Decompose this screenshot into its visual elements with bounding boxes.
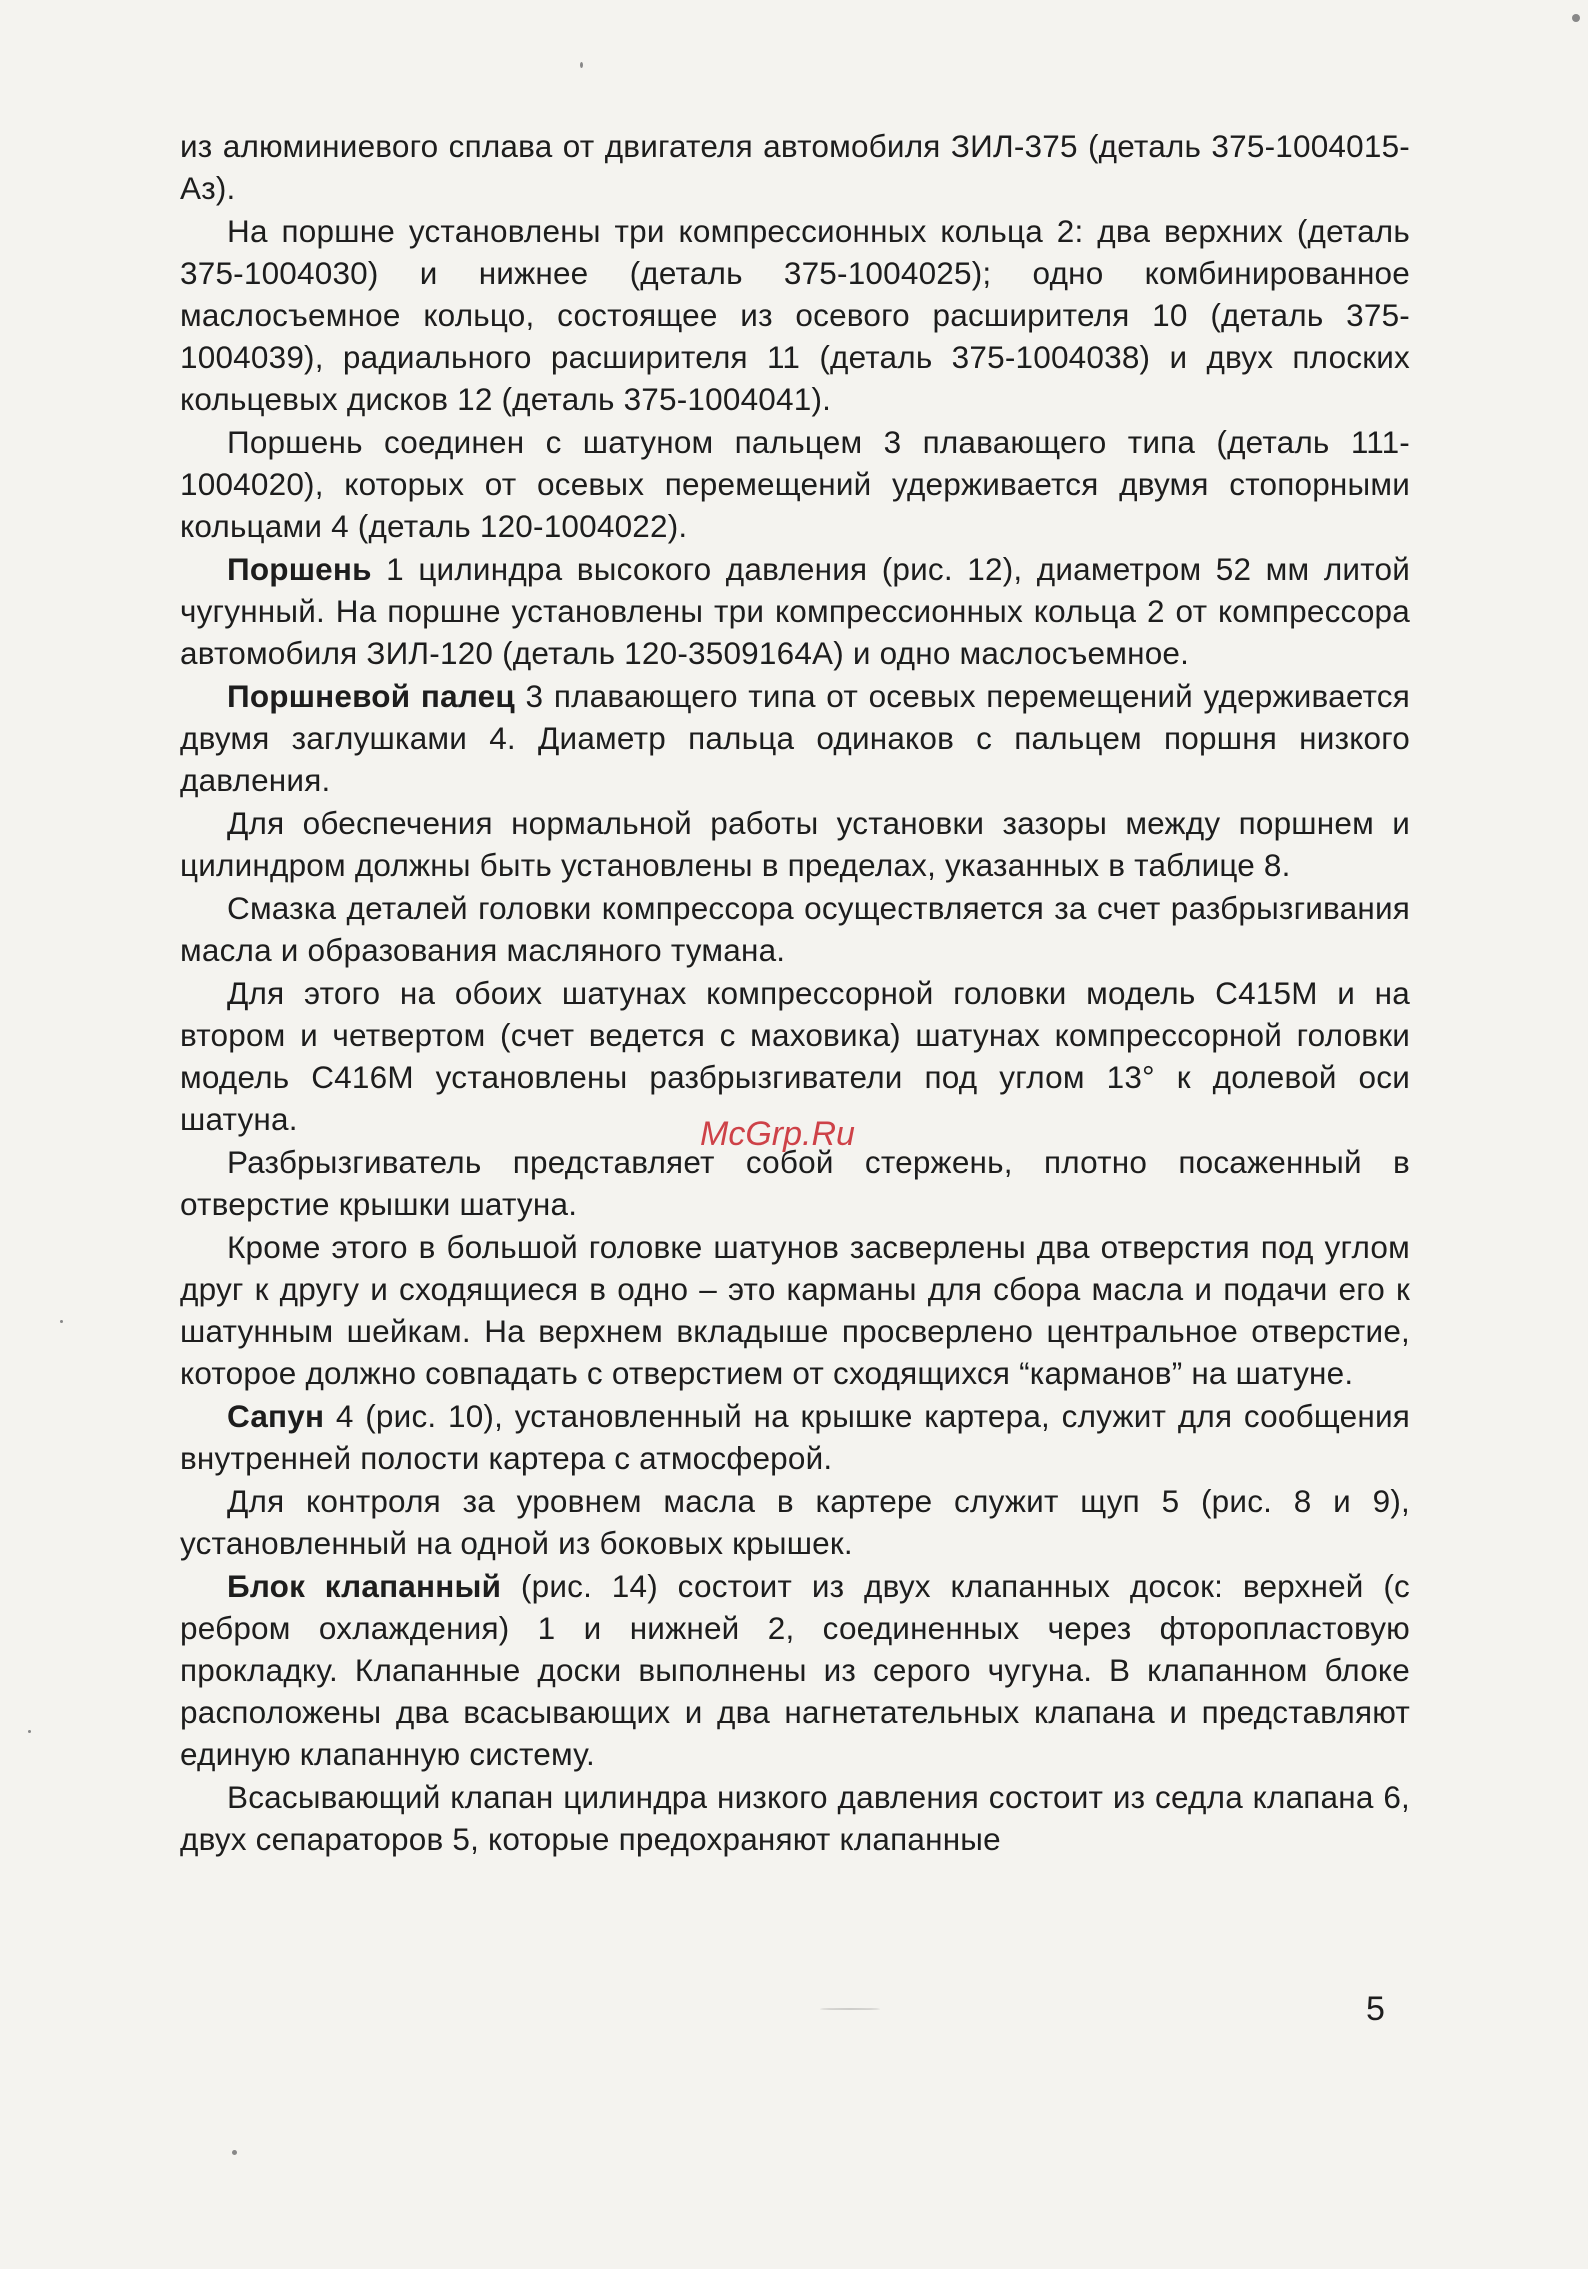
paragraph-2: На поршне установлены три компрессионных кольца 2: два верхних (деталь 375-1004030) и нижнее (деталь 375-1004025); одно комбинированное маслосъемное кольцо, состоящее из осевого расширителя 10 (деталь 375-1004039), радиального расширителя 11 (деталь 375-1004038) и двух плоских кольцевых дисков 12 (деталь 375-1004041). [180, 213, 1410, 417]
scan-speck [580, 62, 583, 68]
document-body [180, 125, 1410, 1861]
paragraph-13: Блок клапанный (рис. 14) состоит из двух клапанных досок: верхней (с ребром охлаждения) 1 и нижней 2, соединенных через фторопластовую прокладку. Клапанные доски выполнены из серого чугуна. В клапанном блоке расположены два всасывающих и два нагнетательных клапана и представляют единую клапанную систему. [180, 1568, 1410, 1772]
scan-speck [60, 1320, 63, 1323]
paragraph-5: Поршневой палец 3 плавающего типа от осевых перемещений удерживается двумя заглушками 4. Диаметр пальца одинаков с пальцем поршня низкого давления. [180, 678, 1410, 798]
paragraph-8: Для этого на обоих шатунах компрессорной головки модель С415М и на втором и четвертом (счет ведется с маховика) шатунах компрессорной головки модель С416М установлены разбрызгиватели под углом 13° к долевой оси шатуна. [180, 975, 1410, 1137]
scan-speck [820, 2008, 880, 2010]
paragraph-7: Смазка деталей головки компрессора осуществляется за счет разбрызгивания масла и образования масляного тумана. [180, 890, 1410, 968]
scan-speck [232, 2150, 237, 2155]
paragraph-12: Для контроля за уровнем масла в картере служит щуп 5 (рис. 8 и 9), установленный на одной из боковых крышек. [180, 1483, 1410, 1561]
page-number: 5 [1366, 1990, 1385, 2028]
paragraph-6: Для обеспечения нормальной работы установки зазоры между поршнем и цилиндром должны быть установлены в пределах, указанных в таблице 8. [180, 805, 1410, 883]
scan-speck [28, 1730, 31, 1733]
watermark: McGrp.Ru [700, 1115, 855, 1153]
paragraph-11: Сапун 4 (рис. 10), установленный на крышке картера, служит для сообщения внутренней полости картера с атмосферой. [180, 1398, 1410, 1476]
paragraph-14: Всасывающий клапан цилиндра низкого давления состоит из седла клапана 6, двух сепараторов 5, которые предохраняют клапанные [180, 1779, 1410, 1857]
scan-speck [1572, 14, 1580, 22]
paragraph-4: Поршень 1 цилиндра высокого давления (рис. 12), диаметром 52 мм литой чугунный. На поршне установлены три компрессионных кольца 2 от компрессора автомобиля ЗИЛ-120 (деталь 120-3509164А) и одно маслосъемное. [180, 551, 1410, 671]
paragraph-3: Поршень соединен с шатуном пальцем 3 плавающего типа (деталь 111-1004020), которых от осевых перемещений удерживается двумя стопорными кольцами 4 (деталь 120-1004022). [180, 424, 1410, 544]
paragraph-9: Разбрызгиватель представляет собой стержень, плотно посаженный в отверстие крышки шатуна. [180, 1144, 1410, 1222]
paragraph-10: Кроме этого в большой головке шатунов засверлены два отверстия под углом друг к другу и сходящиеся в одно – это карманы для сбора масла и подачи его к шатунным шейкам. На верхнем вкладыше просверлено центральное отверстие, которое должно совпадать с отверстием от сходящихся “карманов” на шатуне. [180, 1229, 1410, 1391]
paragraph-1: из алюминиевого сплава от двигателя автомобиля ЗИЛ-375 (деталь 375-1004015-Аз). [180, 128, 1410, 206]
